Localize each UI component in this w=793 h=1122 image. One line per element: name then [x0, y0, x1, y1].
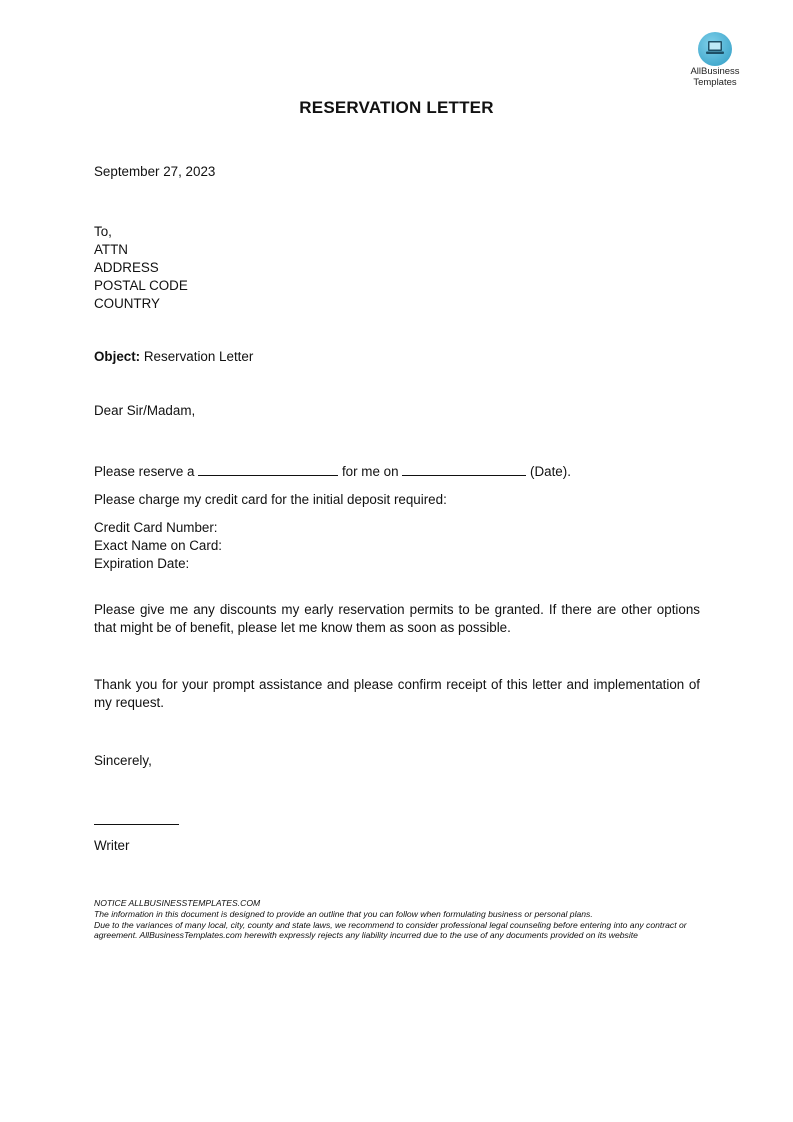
object-line — [94, 348, 253, 366]
charge-line: Please charge my credit card for the initial deposit required: — [94, 492, 447, 507]
signature-label: Writer — [94, 838, 130, 853]
document-title: RESERVATION LETTER — [299, 98, 494, 117]
legal-notice — [94, 898, 704, 941]
salutation: Dear Sir/Madam, — [94, 403, 196, 418]
logo-text-line2: Templates — [693, 77, 737, 88]
logo-text-line1: AllBusiness — [690, 66, 740, 77]
recipient-to: To, — [94, 224, 112, 239]
reserve-line — [94, 463, 571, 481]
card-number-label: Credit Card Number: — [94, 520, 218, 535]
notice-line-2: Due to the variances of many local, city, county and state laws, we recommend to consider professional legal counseling before entering into any contract or agreement. AllBusinessTemplates.com herewith expressly rejects any liability incurred due to the use of any documents provided on its website — [94, 919, 687, 941]
object-value: Reservation Letter — [143, 349, 254, 364]
recipient-attn: ATTN — [94, 242, 128, 257]
object-label: Object: — [94, 349, 141, 364]
brand-logo — [686, 32, 744, 88]
thanks-paragraph: Thank you for your prompt assistance and please confirm receipt of this letter and implementation of my request. — [94, 677, 700, 710]
notice-heading: NOTICE ALLBUSINESSTEMPLATES.COM — [94, 898, 261, 908]
recipient-address: ADDRESS — [94, 260, 159, 275]
discount-paragraph: Please give me any discounts my early reservation permits to be granted. If there are other options that might be of benefit, please let me know them as soon as possible. — [94, 602, 700, 635]
reserve-text-1: Please reserve a — [94, 464, 195, 479]
card-name-label: Exact Name on Card: — [94, 538, 223, 553]
recipient-postal-code: POSTAL CODE — [94, 278, 188, 293]
signature-line[interactable] — [94, 824, 179, 825]
notice-line-1: The information in this document is designed to provide an outline that you can follow when formulating business or personal plans. — [94, 908, 593, 919]
reserve-date-blank[interactable] — [402, 463, 526, 476]
card-expiration-label: Expiration Date: — [94, 556, 190, 571]
laptop-icon — [698, 32, 732, 66]
recipient-country: COUNTRY — [94, 296, 160, 311]
reserve-text-2: for me on — [341, 464, 399, 479]
letter-date: September 27, 2023 — [94, 164, 216, 179]
reserve-item-blank[interactable] — [198, 463, 338, 476]
closing: Sincerely, — [94, 753, 152, 768]
reserve-text-3: (Date). — [530, 464, 571, 479]
